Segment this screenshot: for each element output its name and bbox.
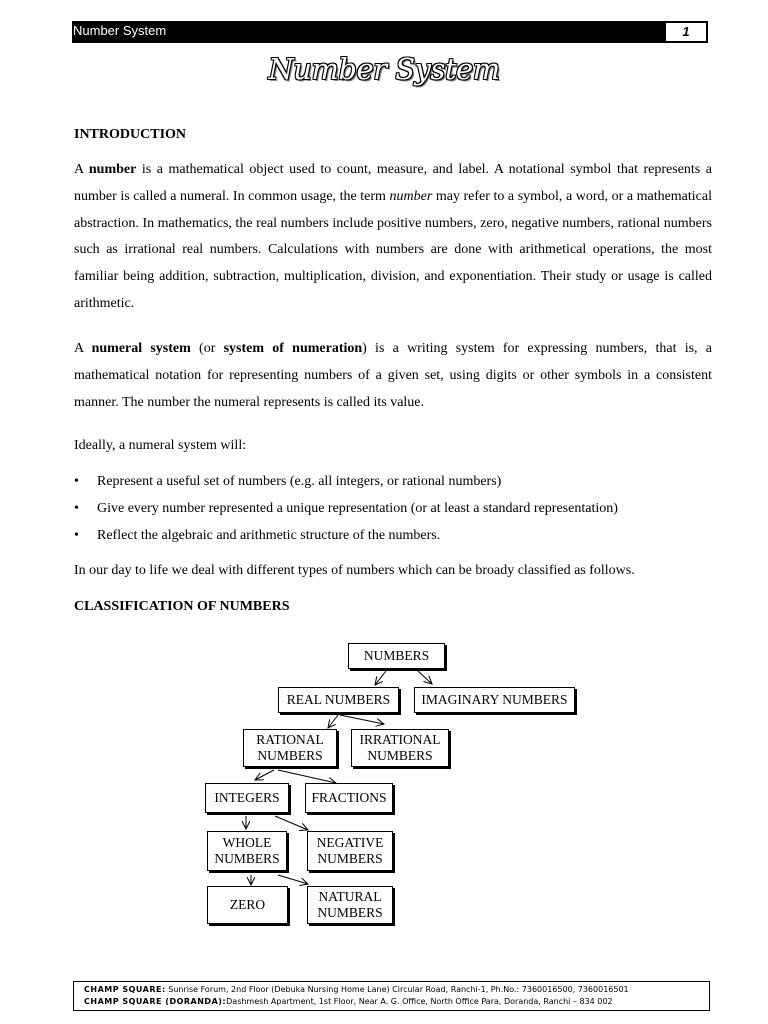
- term-number-italic: number: [389, 188, 433, 204]
- arrow-whole-to-natural: [278, 875, 308, 884]
- list-item: • Represent a useful set of numbers (e.g. all integers, or rational numbers): [74, 474, 712, 501]
- arrow-rational-to-integers: [255, 770, 274, 780]
- node-fractions: FRACTIONS: [305, 783, 393, 813]
- node-irrational-numbers: IRRATIONAL NUMBERS: [351, 729, 449, 767]
- page-title: Number System: [268, 52, 500, 86]
- node-imaginary-numbers: IMAGINARY NUMBERS: [414, 687, 575, 713]
- arrow-real-to-irrational: [340, 715, 384, 724]
- intro-paragraph-1: A number is a mathematical object used to count, measure, and label. A notational symbol that represents a number is called a numeral. In common usage, the term number may refer to a symbol, a word, or a mathematical abstraction. In mathematics, the real numbers include positive numbers, zero, negative numbers, rational numbers such as irrational real numbers. Calculations with numbers are done with arithmetical operations, the most familiar being addition, subtraction, multiplication, division, and exponentiation. Their study or usage is called arithmetic.: [74, 162, 712, 311]
- node-negative-numbers: NEGATIVE NUMBERS: [307, 831, 393, 871]
- node-natural-numbers: NATURAL NUMBERS: [307, 886, 393, 924]
- footer-line-2: CHAMP SQUARE (DORANDA):Dashmesh Apartment, 1st Floor, Near A. G. Office, North Office Para, Doranda, Ranchi – 834 002: [84, 997, 613, 1006]
- term-number: number: [88, 162, 137, 177]
- intro-paragraph-2: A numeral system (or system of numeration) is a writing system for expressing numbers, that is, a mathematical notation for representing numbers of a given set, using digits or other symbols in a consistent manner. The number the numeral represents is called its value.: [74, 341, 712, 410]
- arrow-real-to-rational: [328, 715, 338, 728]
- page-number: 1: [665, 22, 707, 42]
- node-real-numbers: REAL NUMBERS: [278, 687, 399, 713]
- term-system-of-numeration: system of numeration: [223, 341, 363, 356]
- introduction-heading: INTRODUCTION: [74, 127, 187, 142]
- intro-paragraph-3: Ideally, a numeral system will:: [74, 438, 247, 453]
- intro-paragraph-4: In our day to life we deal with different types of numbers which can be broady classified as follows.: [74, 563, 635, 578]
- address-footer: [73, 981, 710, 1011]
- node-zero: ZERO: [207, 886, 288, 924]
- arrow-numbers-to-real: [375, 671, 386, 685]
- node-integers: INTEGERS: [205, 783, 289, 813]
- classification-heading: CLASSIFICATION OF NUMBERS: [74, 599, 290, 614]
- node-whole-numbers: WHOLE NUMBERS: [207, 831, 287, 871]
- running-header-title: Number System: [73, 23, 167, 38]
- term-numeral-system: numeral system: [91, 341, 191, 356]
- node-numbers: NUMBERS: [348, 643, 445, 669]
- footer-line-1: CHAMP SQUARE: Sunrise Forum, 2nd Floor (Debuka Nursing Home Lane) Circular Road, Ranchi-1, Ph.No.: 7360016500, 7360016501: [84, 985, 629, 994]
- arrow-numbers-to-imaginary: [418, 671, 432, 684]
- list-item: • Give every number represented a unique representation (or at least a standard representation): [74, 501, 712, 528]
- list-item: • Reflect the algebraic and arithmetic structure of the numbers.: [74, 528, 712, 555]
- arrow-integers-to-negative: [275, 816, 308, 830]
- arrow-rational-to-fractions: [278, 770, 336, 783]
- node-rational-numbers: RATIONAL NUMBERS: [243, 729, 337, 767]
